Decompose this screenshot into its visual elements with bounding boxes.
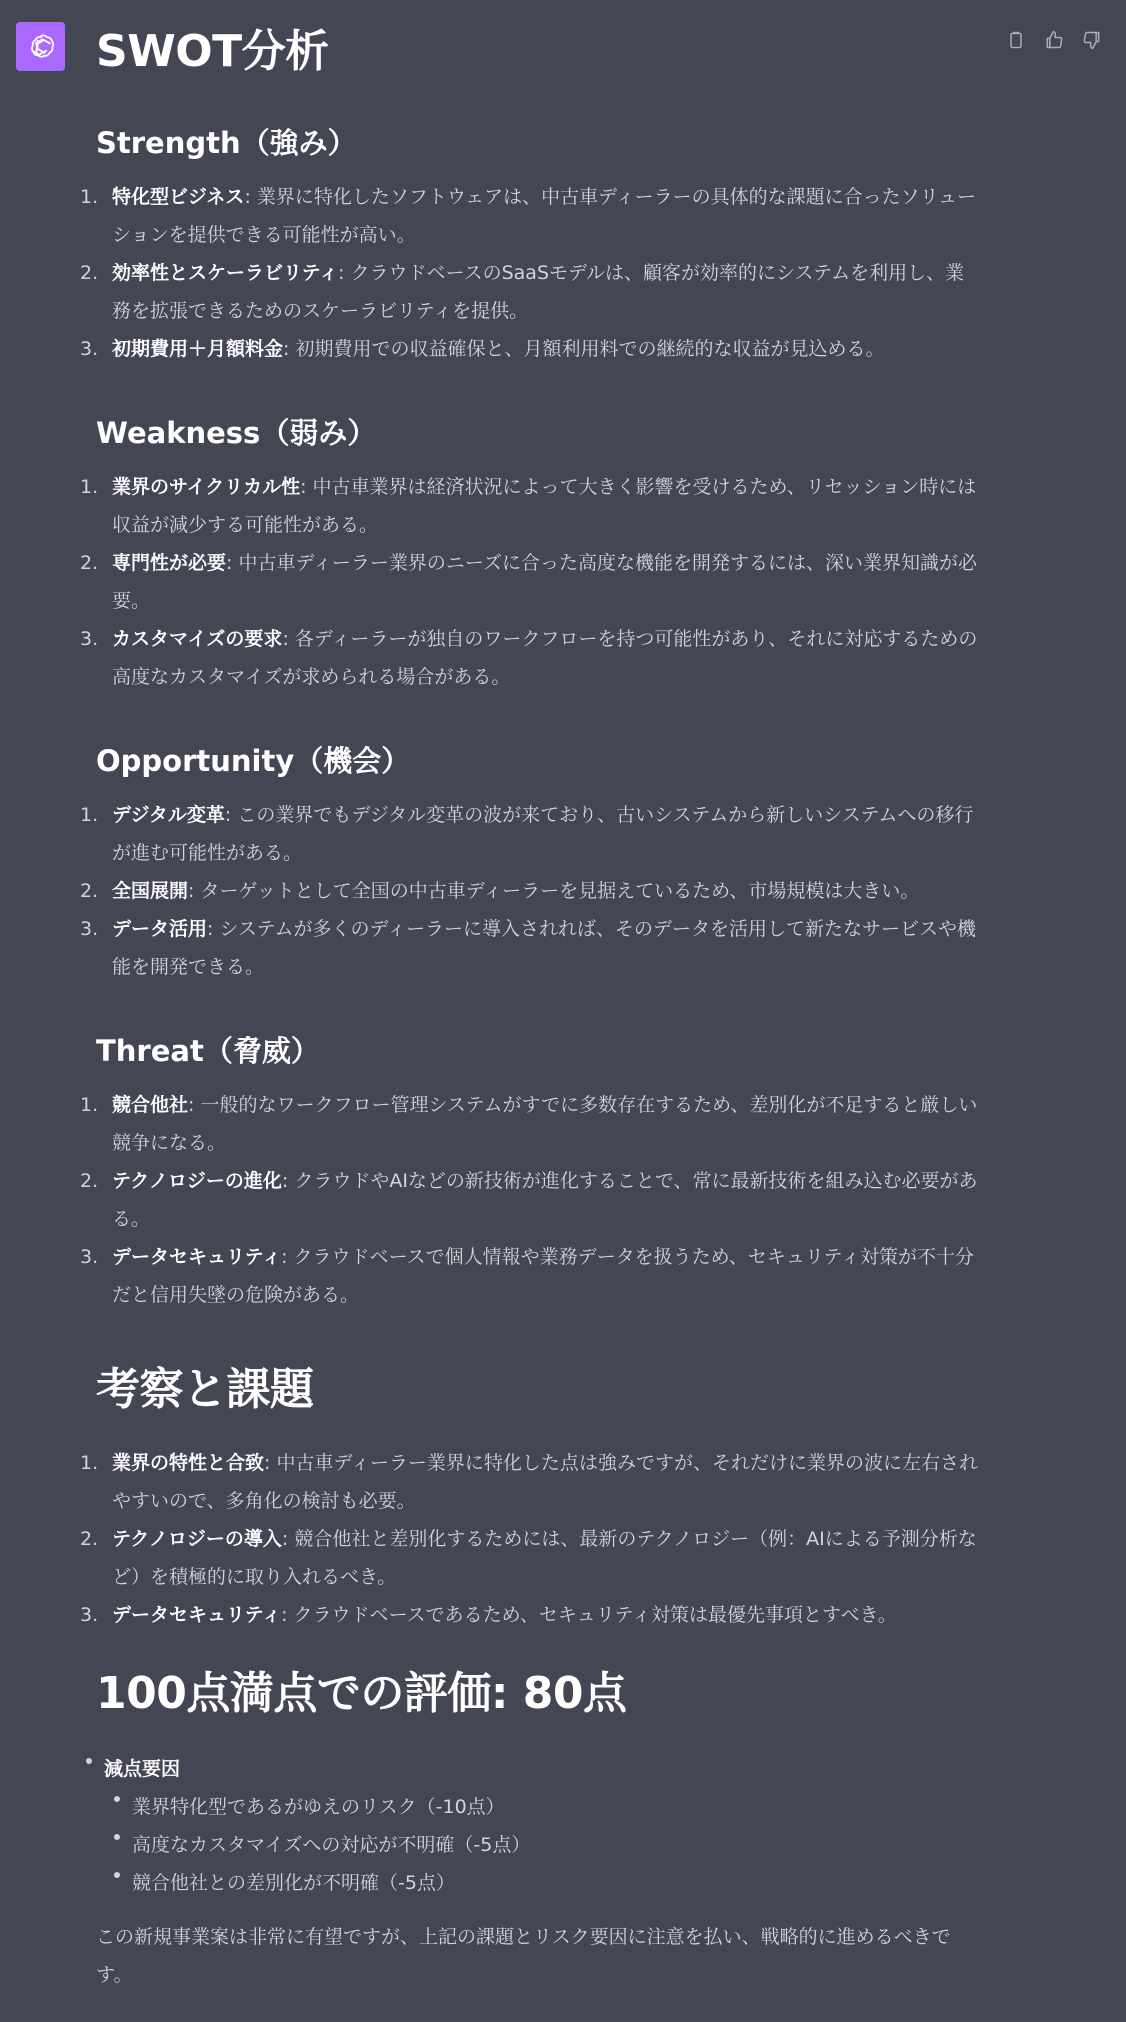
list-item-text: : ターゲットとして全国の中古車ディーラーを見据えているため、市場規模は大きい。 — [188, 880, 920, 902]
list-item-text: : 各ディーラーが独自のワークフローを持つ可能性があり、それに対応するための高度なカスタマイズが求められる場合がある。 — [112, 628, 978, 688]
list-number: 2. — [80, 880, 99, 902]
list-item — [80, 910, 981, 986]
section-list — [80, 796, 981, 986]
list-item — [80, 330, 981, 368]
list-item — [80, 1444, 981, 1520]
deduction-text: 高度なカスタマイズへの対応が不明確（-5点） — [132, 1834, 531, 1856]
list-item-term: デジタル変革 — [112, 804, 225, 826]
assistant-avatar — [16, 22, 65, 71]
list-item-body — [112, 1238, 981, 1314]
list-item-term: テクノロジーの導入 — [112, 1528, 282, 1550]
deduction-label: 減点要因 — [104, 1758, 181, 1780]
list-item-text: : クラウドベースのSaaSモデルは、顧客が効率的にシステムを利用し、業務を拡張できるためのスケーラビリティを提供。 — [112, 262, 965, 322]
section-heading: Weakness（弱み） — [96, 416, 377, 450]
list-item — [80, 620, 981, 696]
deduction-list — [114, 1788, 981, 1902]
list-item-text: : 中古車業界は経済状況によって大きく影響を受けるため、リセッション時には収益が減少する可能性がある。 — [112, 476, 977, 536]
list-item-text: : システムが多くのディーラーに導入されれば、そのデータを活用して新たなサービスや機能を開発できる。 — [112, 918, 977, 978]
list-item-text: : 初期費用での収益確保と、月額利用料での継続的な収益が見込める。 — [283, 338, 885, 360]
insights-heading: 考察と課題 — [96, 1364, 314, 1415]
bullet-icon — [114, 1796, 120, 1802]
list-item-term: データ活用 — [112, 918, 208, 940]
list-item-term: データセキュリティ — [112, 1604, 282, 1626]
list-item-term: データセキュリティ — [112, 1246, 282, 1268]
evaluation-heading: 100点満点での評価: 80点 — [96, 1668, 627, 1719]
thumbs-up-button[interactable] — [1042, 28, 1066, 52]
bullet-icon — [86, 1758, 92, 1764]
list-item-term: 全国展開 — [112, 880, 189, 902]
list-number: 1. — [80, 1094, 99, 1116]
list-number: 3. — [80, 918, 99, 940]
list-item-body — [112, 796, 981, 872]
thumbs-down-icon — [1082, 30, 1102, 50]
deduction-text: 業界特化型であるがゆえのリスク（-10点） — [132, 1796, 505, 1818]
copy-button[interactable] — [1004, 28, 1028, 52]
message-actions — [1004, 28, 1104, 52]
list-item-term: 効率性とスケーラビリティ — [112, 262, 339, 284]
list-item-body — [112, 1444, 981, 1520]
list-item-body — [112, 872, 981, 910]
list-item-text: : 業界に特化したソフトウェアは、中古車ディーラーの具体的な課題に合ったソリューションを提供できる可能性が高い。 — [112, 186, 977, 246]
list-item — [80, 1596, 981, 1634]
list-item-text: : 中古車ディーラー業界のニーズに合った高度な機能を開発するには、深い業界知識が必要。 — [112, 552, 977, 612]
list-item-term: 競合他社 — [112, 1094, 189, 1116]
list-item-body — [112, 1086, 981, 1162]
list-item — [80, 1162, 981, 1238]
bullet-icon — [114, 1834, 120, 1840]
clipboard-icon — [1006, 30, 1026, 50]
section-heading: Opportunity（機会） — [96, 744, 411, 778]
list-number: 3. — [80, 628, 99, 650]
list-item-text: : 競合他社と差別化するためには、最新のテクノロジー（例：AIによる予測分析など）を積極的に取り入れるべき。 — [112, 1528, 977, 1588]
swot-section — [80, 412, 981, 696]
list-item — [80, 796, 981, 872]
openai-logo-icon — [26, 32, 56, 62]
list-item — [80, 1086, 981, 1162]
swot-sections — [80, 122, 981, 1314]
list-item — [80, 1520, 981, 1596]
list-item — [80, 254, 981, 330]
list-item-term: 業界の特性と合致 — [112, 1452, 265, 1474]
insights-list — [80, 1444, 981, 1634]
list-item — [80, 1238, 981, 1314]
evaluation-list — [86, 1750, 981, 1902]
list-item-text: : クラウドやAIなどの新技術が進化することで、常に最新技術を組み込む必要がある。 — [112, 1170, 978, 1230]
list-item-text: : 中古車ディーラー業界に特化した点は強みですが、それだけに業界の波に左右されやすいので、多角化の検討も必要。 — [112, 1452, 978, 1512]
deduction-text: 競合他社との差別化が不明確（-5点） — [132, 1872, 455, 1894]
list-number: 2. — [80, 1170, 99, 1192]
list-item — [80, 872, 981, 910]
list-item — [80, 468, 981, 544]
list-item-text: : クラウドベースであるため、セキュリティ対策は最優先事項とすべき。 — [281, 1604, 897, 1626]
list-item-body — [112, 178, 981, 254]
list-item-term: 業界のサイクリカル性 — [112, 476, 301, 498]
list-item — [80, 544, 981, 620]
assistant-message — [80, 20, 981, 1994]
list-number: 2. — [80, 552, 99, 574]
list-item-body — [112, 330, 981, 368]
list-item-body — [112, 1162, 981, 1238]
list-number: 2. — [80, 262, 99, 284]
list-number: 1. — [80, 186, 99, 208]
list-item-body — [112, 468, 981, 544]
list-item — [80, 178, 981, 254]
list-number: 1. — [80, 476, 99, 498]
list-item-body — [112, 544, 981, 620]
list-number: 2. — [80, 1528, 99, 1550]
deduction-item — [114, 1864, 981, 1902]
section-heading: Strength（強み） — [96, 126, 357, 160]
list-item-term: 初期費用＋月額料金 — [112, 338, 284, 360]
thumbs-up-icon — [1044, 30, 1064, 50]
list-number: 3. — [80, 338, 99, 360]
list-item-term: テクノロジーの進化 — [112, 1170, 282, 1192]
list-item-term: 特化型ビジネス — [112, 186, 245, 208]
list-item-body — [112, 910, 981, 986]
swot-section — [80, 740, 981, 986]
section-heading: Threat（脅威） — [96, 1034, 320, 1068]
page-title: SWOT分析 — [96, 26, 329, 77]
thumbs-down-button[interactable] — [1080, 28, 1104, 52]
list-number: 1. — [80, 1452, 99, 1474]
section-list — [80, 178, 981, 368]
bullet-icon — [114, 1872, 120, 1878]
closing-paragraph: この新規事業案は非常に有望ですが、上記の課題とリスク要因に注意を払い、戦略的に進めるべきです。 — [96, 1926, 951, 1986]
list-number: 3. — [80, 1604, 99, 1626]
swot-section — [80, 1030, 981, 1314]
deduction-item — [114, 1788, 981, 1826]
list-number: 3. — [80, 1246, 99, 1268]
list-item-body — [112, 1520, 981, 1596]
list-item-body — [112, 1596, 981, 1634]
list-item — [86, 1750, 981, 1902]
swot-section — [80, 122, 981, 368]
list-item-text: : クラウドベースで個人情報や業務データを扱うため、セキュリティ対策が不十分だと信用失墜の危険がある。 — [112, 1246, 974, 1306]
section-list — [80, 1086, 981, 1314]
list-item-text: : この業界でもデジタル変革の波が来ており、古いシステムから新しいシステムへの移行が進む可能性がある。 — [112, 804, 974, 864]
deduction-item — [114, 1826, 981, 1864]
list-item-text: : 一般的なワークフロー管理システムがすでに多数存在するため、差別化が不足すると厳しい競争になる。 — [112, 1094, 978, 1154]
section-list — [80, 468, 981, 696]
list-item-term: カスタマイズの要求 — [112, 628, 283, 650]
list-item-body — [112, 620, 981, 696]
list-item-body — [112, 254, 981, 330]
list-item-term: 専門性が必要 — [112, 552, 227, 574]
list-number: 1. — [80, 804, 99, 826]
